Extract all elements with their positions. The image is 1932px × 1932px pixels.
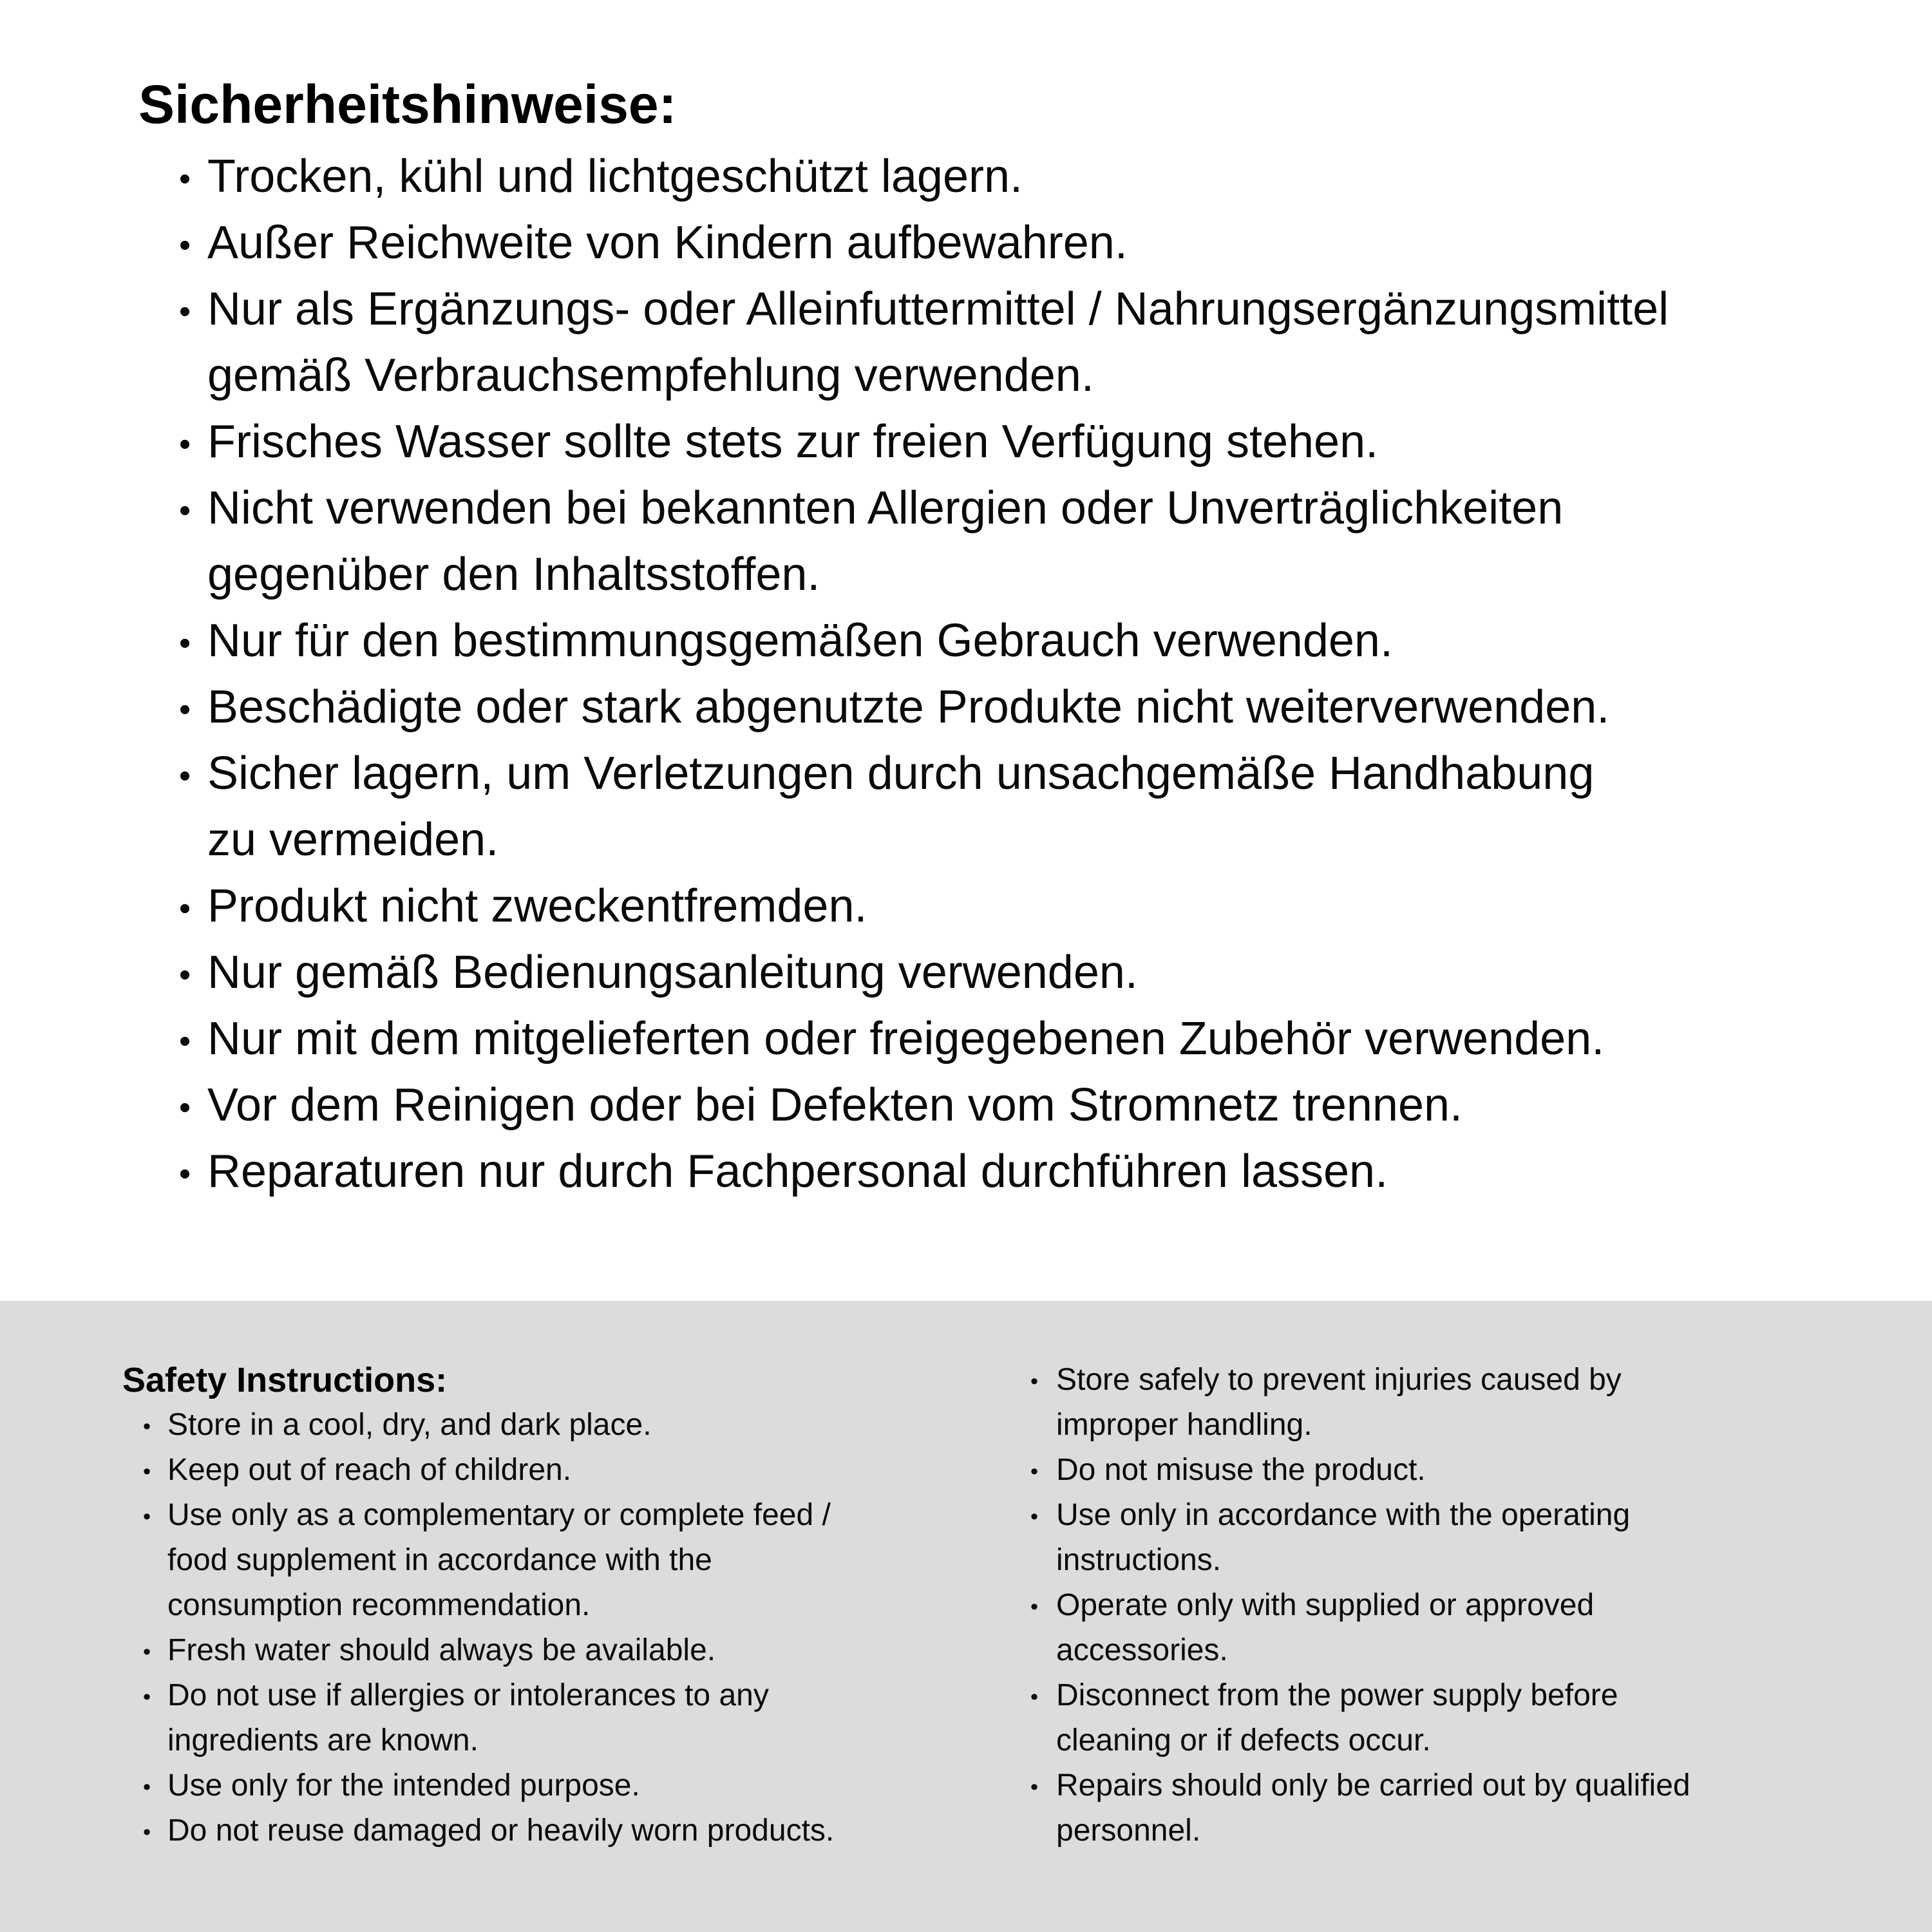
english-section-title: Safety Instructions:	[122, 1361, 448, 1399]
bullet-icon: •	[179, 757, 191, 795]
item-line: Use only as a complementary or complete feed /	[167, 1498, 831, 1532]
item-line: accessories.	[1056, 1633, 1228, 1667]
item-lines	[1056, 1583, 1690, 1673]
item-lines	[167, 1493, 834, 1628]
english-safety-list-right	[1030, 1358, 1690, 1853]
item-lines	[1056, 1763, 1690, 1853]
item-line: Nur mit dem mitgelieferten oder freigegebenen Zubehör verwenden.	[207, 1013, 1605, 1065]
item-line: gegenüber den Inhaltsstoffen.	[207, 549, 820, 600]
bullet-icon: •	[179, 889, 191, 927]
bullet-icon: •	[179, 425, 191, 463]
list-item	[179, 940, 1669, 1006]
item-line: gemäß Verbrauchsempfehlung verwenden.	[207, 350, 1094, 401]
item-line: cleaning or if defects occur.	[1056, 1723, 1431, 1757]
bullet-icon: •	[143, 1820, 151, 1845]
item-line: Reparaturen nur durch Fachpersonal durchführen lassen.	[207, 1146, 1388, 1197]
bullet-icon: •	[1030, 1504, 1039, 1530]
list-item	[143, 1808, 834, 1853]
item-line: Repairs should only be carried out by qualified	[1056, 1768, 1690, 1803]
list-item	[143, 1763, 834, 1808]
item-line: Außer Reichweite von Kindern aufbewahren.	[207, 217, 1128, 269]
bullet-icon: •	[179, 1155, 191, 1193]
bullet-icon: •	[143, 1775, 151, 1800]
item-lines	[207, 1072, 1669, 1139]
list-item	[143, 1673, 834, 1763]
item-lines	[1056, 1493, 1690, 1583]
item-lines	[207, 1139, 1669, 1205]
english-right-column	[1030, 1358, 1690, 1853]
bullet-icon: •	[179, 1022, 191, 1060]
item-lines	[207, 409, 1669, 475]
item-line: Keep out of reach of children.	[167, 1453, 572, 1487]
item-line: Do not misuse the product.	[1056, 1453, 1426, 1487]
bullet-icon: •	[179, 292, 191, 330]
item-lines	[167, 1628, 834, 1673]
item-lines	[207, 940, 1669, 1006]
item-lines	[167, 1808, 834, 1853]
list-item	[179, 276, 1669, 409]
bullet-icon: •	[143, 1640, 151, 1665]
item-lines	[167, 1448, 834, 1493]
list-item	[1030, 1583, 1690, 1673]
list-item	[179, 144, 1669, 210]
bullet-icon: •	[1030, 1369, 1039, 1394]
item-lines	[207, 475, 1669, 608]
german-safety-list	[179, 144, 1669, 1205]
item-lines	[207, 210, 1669, 276]
list-item	[143, 1628, 834, 1673]
item-line: Nur als Ergänzungs- oder Alleinfuttermittel / Nahrungsergänzungsmittel	[207, 283, 1669, 335]
list-item	[179, 409, 1669, 475]
list-item	[1030, 1763, 1690, 1853]
item-lines	[207, 276, 1669, 409]
list-item	[1030, 1358, 1690, 1448]
list-item	[179, 1139, 1669, 1205]
item-lines	[207, 1006, 1669, 1072]
item-lines	[207, 608, 1669, 674]
bullet-icon: •	[179, 624, 191, 662]
bullet-icon: •	[179, 226, 191, 264]
list-item	[143, 1448, 834, 1493]
item-lines	[167, 1403, 834, 1448]
bullet-icon: •	[143, 1414, 151, 1439]
list-item	[1030, 1673, 1690, 1763]
list-item	[179, 608, 1669, 674]
bullet-icon: •	[143, 1459, 151, 1484]
item-line: Operate only with supplied or approved	[1056, 1588, 1595, 1622]
item-line: food supplement in accordance with the	[167, 1543, 712, 1577]
item-line: Nicht verwenden bei bekannten Allergien oder Unverträglichkeiten	[207, 482, 1564, 534]
item-line: Use only in accordance with the operating	[1056, 1498, 1631, 1532]
item-line: instructions.	[1056, 1543, 1222, 1577]
item-lines	[1056, 1358, 1690, 1448]
bullet-icon: •	[179, 1088, 191, 1126]
item-line: improper handling.	[1056, 1408, 1312, 1442]
bullet-icon: •	[1030, 1775, 1039, 1800]
item-line: Use only for the intended purpose.	[167, 1768, 640, 1803]
bullet-icon: •	[179, 491, 191, 529]
item-line: Do not reuse damaged or heavily worn products.	[167, 1814, 835, 1848]
item-line: Do not use if allergies or intolerances to any	[167, 1678, 769, 1712]
item-lines	[1056, 1448, 1690, 1493]
item-lines	[207, 741, 1669, 873]
bullet-icon: •	[1030, 1595, 1039, 1620]
list-item	[179, 1072, 1669, 1139]
item-line: consumption recommendation.	[167, 1588, 591, 1622]
item-line: Nur gemäß Bedienungsanleitung verwenden.	[207, 947, 1138, 998]
english-safety-list-left	[143, 1403, 834, 1853]
item-line: Nur für den bestimmungsgemäßen Gebrauch verwenden.	[207, 615, 1393, 667]
bullet-icon: •	[179, 690, 191, 728]
item-line: Store in a cool, dry, and dark place.	[167, 1408, 652, 1442]
list-item	[179, 475, 1669, 608]
item-line: Trocken, kühl und lichtgeschützt lagern.	[207, 151, 1023, 202]
list-item	[1030, 1493, 1690, 1583]
item-line: personnel.	[1056, 1814, 1201, 1848]
list-item	[143, 1493, 834, 1628]
item-lines	[1056, 1673, 1690, 1763]
list-item	[1030, 1448, 1690, 1493]
item-line: Vor dem Reinigen oder bei Defekten vom Stromnetz trennen.	[207, 1079, 1463, 1131]
bullet-icon: •	[1030, 1685, 1039, 1710]
item-lines	[167, 1763, 834, 1808]
item-lines	[207, 873, 1669, 940]
item-lines	[207, 674, 1669, 741]
bullet-icon: •	[143, 1504, 151, 1530]
item-line: Beschädigte oder stark abgenutzte Produkte nicht weiterverwenden.	[207, 681, 1610, 733]
bullet-icon: •	[143, 1685, 151, 1710]
item-line: Frisches Wasser sollte stets zur freien Verfügung stehen.	[207, 416, 1379, 468]
item-line: Store safely to prevent injuries caused by	[1056, 1363, 1622, 1397]
bullet-icon: •	[179, 956, 191, 994]
list-item	[179, 741, 1669, 873]
german-section-title: Sicherheitshinweise:	[138, 74, 677, 135]
item-line: Disconnect from the power supply before	[1056, 1678, 1618, 1712]
list-item	[179, 873, 1669, 940]
item-line: Produkt nicht zweckentfremden.	[207, 880, 867, 932]
english-left-column	[122, 1358, 834, 1853]
bullet-icon: •	[1030, 1459, 1039, 1484]
item-line: Sicher lagern, um Verletzungen durch unsachgemäße Handhabung	[207, 748, 1595, 799]
list-item	[143, 1403, 834, 1448]
item-line: zu vermeiden.	[207, 814, 499, 866]
item-lines	[207, 144, 1669, 210]
item-line: ingredients are known.	[167, 1723, 478, 1757]
list-item	[179, 210, 1669, 276]
item-lines	[167, 1673, 834, 1763]
list-item	[179, 1006, 1669, 1072]
list-item	[179, 674, 1669, 741]
item-line: Fresh water should always be available.	[167, 1633, 716, 1667]
bullet-icon: •	[179, 160, 191, 198]
